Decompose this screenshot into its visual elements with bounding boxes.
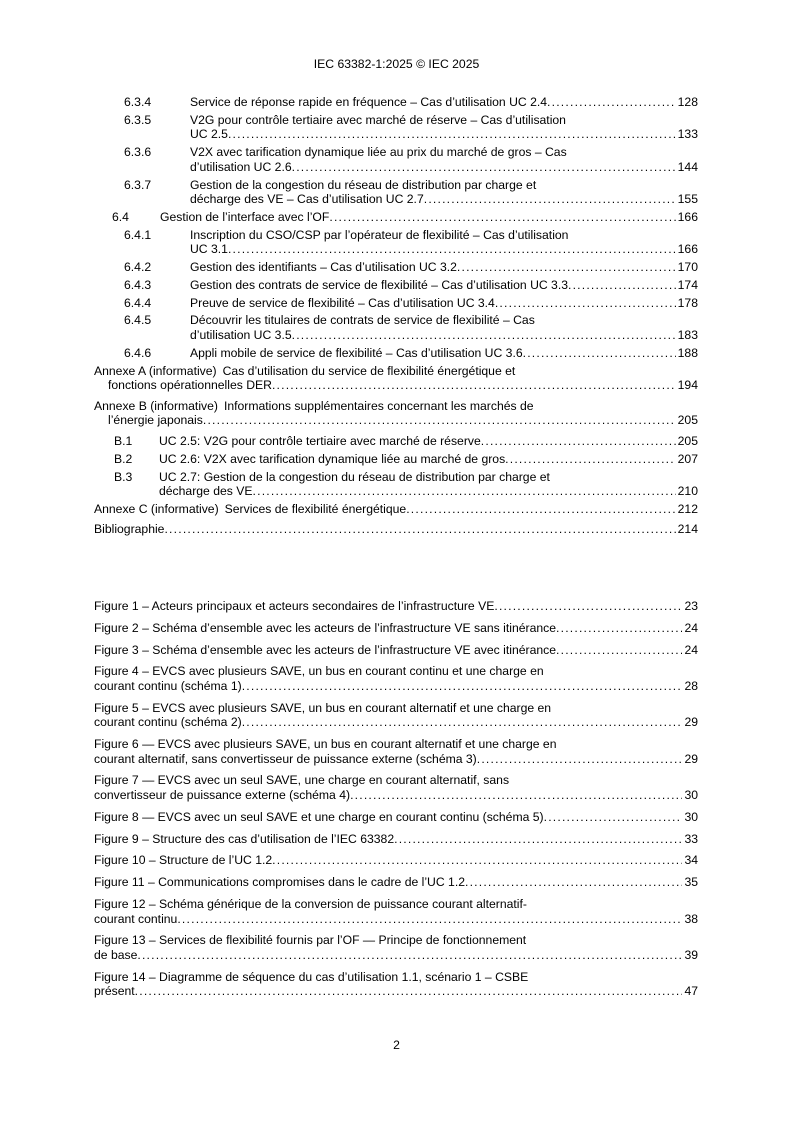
entry-title-line: Figure 12 – Schéma générique de la conversion de puissance courant alternatif-	[94, 896, 527, 911]
toc-entry[interactable]	[94, 178, 698, 207]
toc-entry[interactable]	[94, 145, 698, 174]
annex-label: Annexe C (informative)	[94, 501, 219, 516]
figure-entry[interactable]	[94, 933, 698, 962]
entry-page: 166	[677, 242, 698, 257]
entry-title-line: de base	[94, 947, 138, 962]
entry-page: 34	[684, 853, 698, 868]
entry-number: B.1	[114, 433, 133, 448]
entry-page: 39	[684, 947, 698, 962]
figure-entry[interactable]	[94, 970, 698, 999]
toc-entry[interactable]	[94, 452, 698, 467]
entry-page: 207	[677, 451, 698, 466]
entry-page: 128	[677, 95, 698, 109]
entry-number: 6.4.3	[124, 277, 152, 292]
entry-number: 6.3.5	[124, 112, 152, 127]
entry-title-line: V2X avec tarification dynamique liée au prix du marché de gros – Cas	[190, 145, 567, 160]
figure-entry[interactable]	[94, 832, 698, 847]
leader-dots	[424, 192, 676, 207]
entry-title-line: Figure 7 — EVCS avec un seul SAVE, une charge en courant alternatif, sans	[94, 773, 510, 788]
leader-dots	[272, 378, 676, 393]
leader-dots	[242, 679, 683, 694]
entry-number: 6.4	[112, 209, 129, 224]
entry-title-line: d’utilisation UC 2.6	[190, 159, 292, 174]
leader-dots	[457, 260, 676, 275]
entry-title-line: V2G pour contrôle tertiaire avec marché de réserve – Cas d’utilisation	[190, 112, 566, 127]
entry-title-line: Bibliographie	[94, 522, 165, 537]
entry-title-line: Gestion de l’interface avec l’OF	[160, 209, 330, 224]
entry-page: 29	[684, 751, 698, 766]
entry-page: 183	[677, 328, 698, 342]
entry-title-line: Figure 1 – Acteurs principaux et acteurs secondaires de l’infrastructure VE	[94, 599, 495, 613]
figure-entry[interactable]	[94, 701, 698, 730]
entry-page: 29	[684, 715, 698, 730]
leader-dots	[406, 502, 675, 517]
toc-entry[interactable]	[94, 113, 698, 142]
leader-dots	[465, 875, 682, 890]
toc-entry[interactable]	[94, 313, 698, 342]
leader-dots	[272, 853, 682, 868]
entry-page: 166	[677, 209, 698, 224]
entry-title-line: Cas d’utilisation du service de flexibilité énergétique et	[222, 363, 516, 378]
figure-entry[interactable]	[94, 737, 698, 766]
page-number: 2	[393, 1038, 400, 1052]
leader-dots	[523, 346, 676, 361]
entry-title-line: UC 2.7: Gestion de la congestion du réseau de distribution par charge et	[159, 469, 550, 484]
entry-title-line: convertisseur de puissance externe (schéma 4)	[94, 788, 351, 803]
entry-title-line: fonctions opérationnelles DER	[108, 378, 272, 393]
entry-title-line: Informations supplémentaires concernant les marchés de	[223, 398, 534, 413]
entry-page: 212	[677, 501, 698, 516]
entry-number: 6.4.1	[124, 227, 152, 242]
leader-dots	[556, 621, 682, 636]
page-header: IEC 63382-1:2025 © IEC 2025	[313, 57, 480, 71]
entry-number: 6.3.6	[124, 145, 152, 160]
toc-entry[interactable]	[94, 296, 698, 311]
entry-number: 6.4.2	[124, 260, 152, 275]
entry-title-line: Figure 14 – Diagramme de séquence du cas d’utilisation 1.1, scénario 1 – CSBE	[94, 969, 529, 984]
leader-dots	[164, 522, 675, 537]
entry-number: 6.4.6	[124, 345, 152, 360]
figure-entry[interactable]	[94, 664, 698, 693]
entry-page: 35	[684, 875, 698, 890]
entry-page: 28	[684, 678, 698, 693]
entry-page: 205	[677, 433, 698, 448]
entry-title-line: d’utilisation UC 3.5	[190, 328, 292, 342]
toc-entry[interactable]	[94, 95, 698, 110]
leader-dots	[494, 599, 682, 614]
entry-page: 30	[684, 809, 698, 824]
entry-title-line: présent	[94, 984, 135, 999]
entry-title-line: Figure 6 — EVCS avec plusieurs SAVE, un bus en courant alternatif et une charge en	[94, 737, 557, 752]
leader-dots	[177, 912, 682, 927]
entry-page: 24	[684, 642, 698, 657]
entry-page: 178	[677, 295, 698, 310]
toc-entry[interactable]	[94, 364, 698, 393]
entry-title-line: courant continu (schéma 2)	[94, 715, 242, 730]
entry-number: 6.4.5	[124, 313, 152, 328]
toc-entry[interactable]	[94, 470, 698, 499]
leader-dots	[137, 948, 682, 963]
entry-title-line: Gestion de la congestion du réseau de distribution par charge et	[190, 177, 537, 192]
table-of-contents	[94, 95, 698, 543]
entry-page: 30	[684, 788, 698, 803]
entry-title-line: Figure 13 – Services de flexibilité fournis par l’OF — Principe de fonctionnement	[94, 933, 527, 948]
entry-number: B.3	[114, 469, 133, 484]
entry-page: 47	[684, 984, 698, 999]
entry-number: B.2	[114, 451, 133, 466]
entry-page: 23	[684, 599, 698, 613]
leader-dots	[242, 715, 683, 730]
entry-title-line: Service de réponse rapide en fréquence – Cas d’utilisation UC 2.4	[190, 95, 548, 109]
leader-dots	[547, 95, 676, 110]
entry-page: 214	[677, 522, 698, 537]
entry-title-line: l’énergie japonais	[108, 413, 203, 428]
leader-dots	[292, 328, 676, 343]
entry-page: 155	[677, 192, 698, 207]
toc-entry[interactable]	[94, 278, 698, 293]
leader-dots	[481, 434, 676, 449]
entry-title-line: décharge des VE – Cas d’utilisation UC 2.7	[190, 192, 424, 207]
entry-title-line: Figure 9 – Structure des cas d’utilisation de l’IEC 63382	[94, 831, 395, 846]
leader-dots	[350, 788, 682, 803]
leader-dots	[505, 452, 675, 467]
figure-entry[interactable]	[94, 897, 698, 926]
entry-title-line: Gestion des identifiants – Cas d’utilisation UC 3.2	[190, 260, 457, 275]
toc-entry[interactable]	[94, 210, 698, 225]
leader-dots	[495, 296, 676, 311]
entry-page: 210	[677, 484, 698, 499]
entry-title-line: Inscription du CSO/CSP par l’opérateur de flexibilité – Cas d’utilisation	[190, 227, 569, 242]
figure-entry[interactable]	[94, 810, 698, 825]
entry-title-line: Découvrir les titulaires de contrats de service de flexibilité – Cas	[190, 313, 535, 328]
entry-title-line: Figure 4 – EVCS avec plusieurs SAVE, un bus en courant continu et une charge en	[94, 664, 544, 679]
leader-dots	[228, 127, 676, 142]
entry-title-line: courant alternatif, sans convertisseur de puissance externe (schéma 3)	[94, 751, 477, 766]
entry-title-line: courant continu (schéma 1)	[94, 678, 242, 693]
toc-entry[interactable]	[94, 346, 698, 361]
entry-title-line: Appli mobile de service de flexibilité – Cas d’utilisation UC 3.6	[190, 345, 523, 360]
entry-title-line: Figure 2 – Schéma d’ensemble avec les acteurs de l’infrastructure VE sans itinérance	[94, 620, 557, 635]
leader-dots	[135, 984, 683, 999]
toc-entry[interactable]	[94, 434, 698, 449]
entry-title-line: UC 2.5: V2G pour contrôle tertiaire avec marché de réserve	[159, 433, 481, 448]
entry-page: 174	[677, 277, 698, 292]
leader-dots	[292, 160, 676, 175]
figure-entry[interactable]	[94, 621, 698, 636]
entry-title-line: Preuve de service de flexibilité – Cas d’utilisation UC 3.4	[190, 295, 495, 310]
leader-dots	[556, 643, 682, 658]
entry-page: 144	[677, 159, 698, 174]
annex-label: Annexe B (informative)	[94, 398, 218, 413]
entry-number: 6.4.4	[124, 295, 152, 310]
entry-title-line: courant continu	[94, 911, 178, 926]
toc-entry[interactable]	[94, 399, 698, 428]
figure-entry[interactable]	[94, 853, 698, 868]
annex-label: Annexe A (informative)	[94, 363, 217, 378]
entry-title-line: UC 3.1	[190, 242, 228, 257]
entry-title-line: Figure 11 – Communications compromises dans le cadre de l’UC 1.2	[94, 875, 465, 890]
entry-page: 170	[677, 260, 698, 275]
entry-title-line: Services de flexibilité énergétique	[224, 501, 407, 516]
entry-number: 6.3.7	[124, 177, 152, 192]
entry-page: 33	[684, 831, 698, 846]
entry-page: 205	[677, 413, 698, 428]
entry-title-line: Figure 10 – Structure de l’UC 1.2	[94, 853, 273, 868]
leader-dots	[228, 242, 676, 257]
leader-dots	[253, 484, 676, 499]
leader-dots	[477, 752, 683, 767]
entry-title-line: UC 2.6: V2X avec tarification dynamique liée au marché de gros	[159, 451, 506, 466]
figure-entry[interactable]	[94, 599, 698, 614]
entry-title-line: décharge des VE	[159, 484, 253, 499]
entry-title-line: Figure 3 – Schéma d’ensemble avec les acteurs de l’infrastructure VE avec itinérance	[94, 642, 557, 657]
entry-title-line: Figure 5 – EVCS avec plusieurs SAVE, un bus en courant alternatif et une charge en	[94, 700, 552, 715]
leader-dots	[568, 278, 676, 293]
leader-dots	[394, 832, 682, 847]
entry-page: 133	[677, 127, 698, 142]
list-of-figures	[94, 599, 698, 1006]
figure-entry[interactable]	[94, 773, 698, 802]
entry-page: 188	[677, 345, 698, 360]
leader-dots	[329, 210, 675, 225]
toc-entry[interactable]	[94, 260, 698, 275]
entry-title-line: Gestion des contrats de service de flexibilité – Cas d’utilisation UC 3.3	[190, 277, 568, 292]
leader-dots	[544, 810, 683, 825]
entry-title-line: Figure 8 — EVCS avec un seul SAVE et une charge en courant continu (schéma 5)	[94, 809, 544, 824]
entry-page: 24	[684, 620, 698, 635]
figure-entry[interactable]	[94, 875, 698, 890]
entry-page: 194	[677, 378, 698, 393]
entry-page: 38	[684, 911, 698, 926]
figure-entry[interactable]	[94, 643, 698, 658]
entry-number: 6.3.4	[124, 95, 152, 109]
toc-entry[interactable]	[94, 502, 698, 517]
entry-title-line: UC 2.5	[190, 127, 228, 142]
leader-dots	[203, 413, 676, 428]
toc-entry[interactable]	[94, 228, 698, 257]
toc-entry-bibliography[interactable]	[94, 522, 698, 537]
